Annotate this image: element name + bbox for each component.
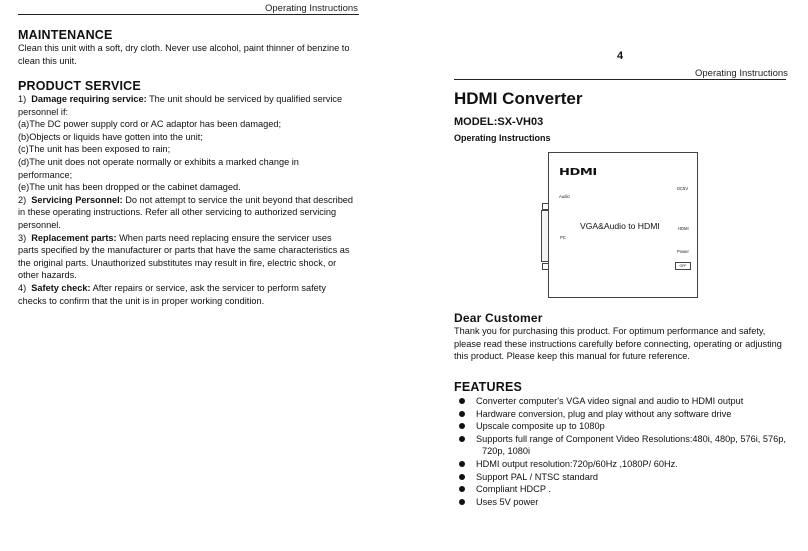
- service-line: personnel if:: [18, 106, 69, 117]
- service-line: (d)The unit does not operate normally or exhibits a marked change in: [18, 156, 299, 167]
- service-line: (c)The unit has been exposed to rain;: [18, 144, 171, 155]
- left-running-header: Operating Instructions: [265, 3, 358, 14]
- bullet-icon: [459, 398, 465, 404]
- maintenance-heading: MAINTENANCE: [18, 28, 113, 42]
- right-header-rule: [454, 79, 786, 80]
- maintenance-line: Clean this unit with a soft, dry cloth. Never use alcohol, paint thinner of benzine to: [18, 43, 350, 53]
- maintenance-text: [18, 42, 360, 67]
- service-line: other hazards.: [18, 270, 77, 281]
- model-number: MODEL:SX-VH03: [454, 116, 544, 128]
- bullet-icon: [459, 499, 465, 505]
- service-item-3-label: Replacement parts:: [31, 232, 117, 243]
- service-item-2-label: Servicing Personnel:: [31, 194, 123, 205]
- hdmi-logo: HDMI: [559, 167, 597, 178]
- service-line: (a)The DC power supply cord or AC adaptor has been damaged;: [18, 119, 282, 130]
- service-line: performance;: [18, 169, 73, 180]
- right-running-header: Operating Instructions: [695, 68, 788, 79]
- left-header-rule: [18, 14, 359, 15]
- bullet-icon: [459, 461, 465, 467]
- bullet-icon: [459, 486, 465, 492]
- service-line: checks to confirm that the unit is in proper working condition.: [18, 295, 265, 306]
- page-number: 4: [617, 50, 624, 62]
- power-off-switch: OFF: [675, 262, 691, 270]
- bullet-icon: [459, 411, 465, 417]
- list-item: Compliant HDCP .: [454, 483, 799, 496]
- list-item: Uses 5V power: [454, 496, 799, 509]
- service-item-1-label: Damage requiring service:: [31, 94, 147, 104]
- service-line: personnel.: [18, 219, 61, 230]
- service-item-4-label: Safety check:: [31, 282, 91, 293]
- dear-customer-line: Thank you for purchasing this product. For optimum performance and safety,: [454, 326, 766, 336]
- service-line: (e)The unit has been dropped or the cabinet damaged.: [18, 182, 241, 193]
- service-line: parts specified by the manufacturer or parts that have the same characteristics as: [18, 245, 350, 256]
- dear-customer-line: please read these instructions carefully before connecting, operating or adjusting: [454, 338, 782, 349]
- bullet-icon: [459, 423, 465, 429]
- service-line: in these operating instructions. Refer all other servicing to authorized servicing: [18, 207, 337, 218]
- product-service-text: [18, 93, 360, 307]
- features-heading: FEATURES: [454, 380, 523, 394]
- service-item-4: 4) Safety check: After repairs or service, ask the servicer to perform safety: [18, 282, 326, 293]
- service-line: the original parts. Unauthorized substitutes may result in fire, electric shock, or: [18, 257, 337, 268]
- list-item-continuation: 720p, 1080i: [482, 446, 531, 457]
- bullet-icon: [459, 474, 465, 480]
- device-label-dc5v: DC5V: [677, 186, 689, 191]
- device-label-pc: PC: [560, 235, 566, 240]
- list-item: Upscale composite up to 1080p: [454, 420, 799, 433]
- page-title: HDMI Converter: [454, 89, 583, 108]
- bullet-icon: [459, 436, 465, 442]
- list-item: Support PAL / NTSC standard: [454, 471, 799, 484]
- device-label-hdmi: HDMI: [678, 226, 689, 231]
- dear-customer-heading: Dear Customer: [454, 311, 543, 325]
- list-item: Converter computer's VGA video signal and audio to HDMI output: [454, 395, 799, 408]
- device-label-audio: Audio: [559, 194, 570, 199]
- service-item-3: 3) Replacement parts: When parts need replacing ensure the servicer uses: [18, 232, 332, 243]
- dear-customer-line: this product. Please keep this manual for future reference.: [454, 351, 690, 362]
- product-service-heading: PRODUCT SERVICE: [18, 79, 141, 93]
- device-title: VGA&Audio to HDMI: [580, 221, 660, 231]
- dear-customer-text: [454, 325, 799, 363]
- list-item: Supports full range of Component Video Resolutions:480i, 480p, 576i, 576p, 720p, 1080i: [454, 433, 799, 458]
- list-item: HDMI output resolution:720p/60Hz ,1080P/ 60Hz.: [454, 458, 799, 471]
- service-item-2: 2) Servicing Personnel: Do not attempt to service the unit beyond that described: [18, 194, 354, 205]
- list-item: Hardware conversion, plug and play without any software drive: [454, 408, 799, 421]
- service-line: (b)Objects or liquids have gotten into the unit;: [18, 131, 203, 142]
- subtitle: Operating Instructions: [454, 133, 551, 143]
- service-item-1: 1) Damage requiring service: The unit should be serviced by qualified service: [18, 94, 343, 104]
- maintenance-line: clean this unit.: [18, 55, 77, 66]
- features-list: [454, 395, 799, 508]
- device-label-power: Power: [677, 249, 689, 254]
